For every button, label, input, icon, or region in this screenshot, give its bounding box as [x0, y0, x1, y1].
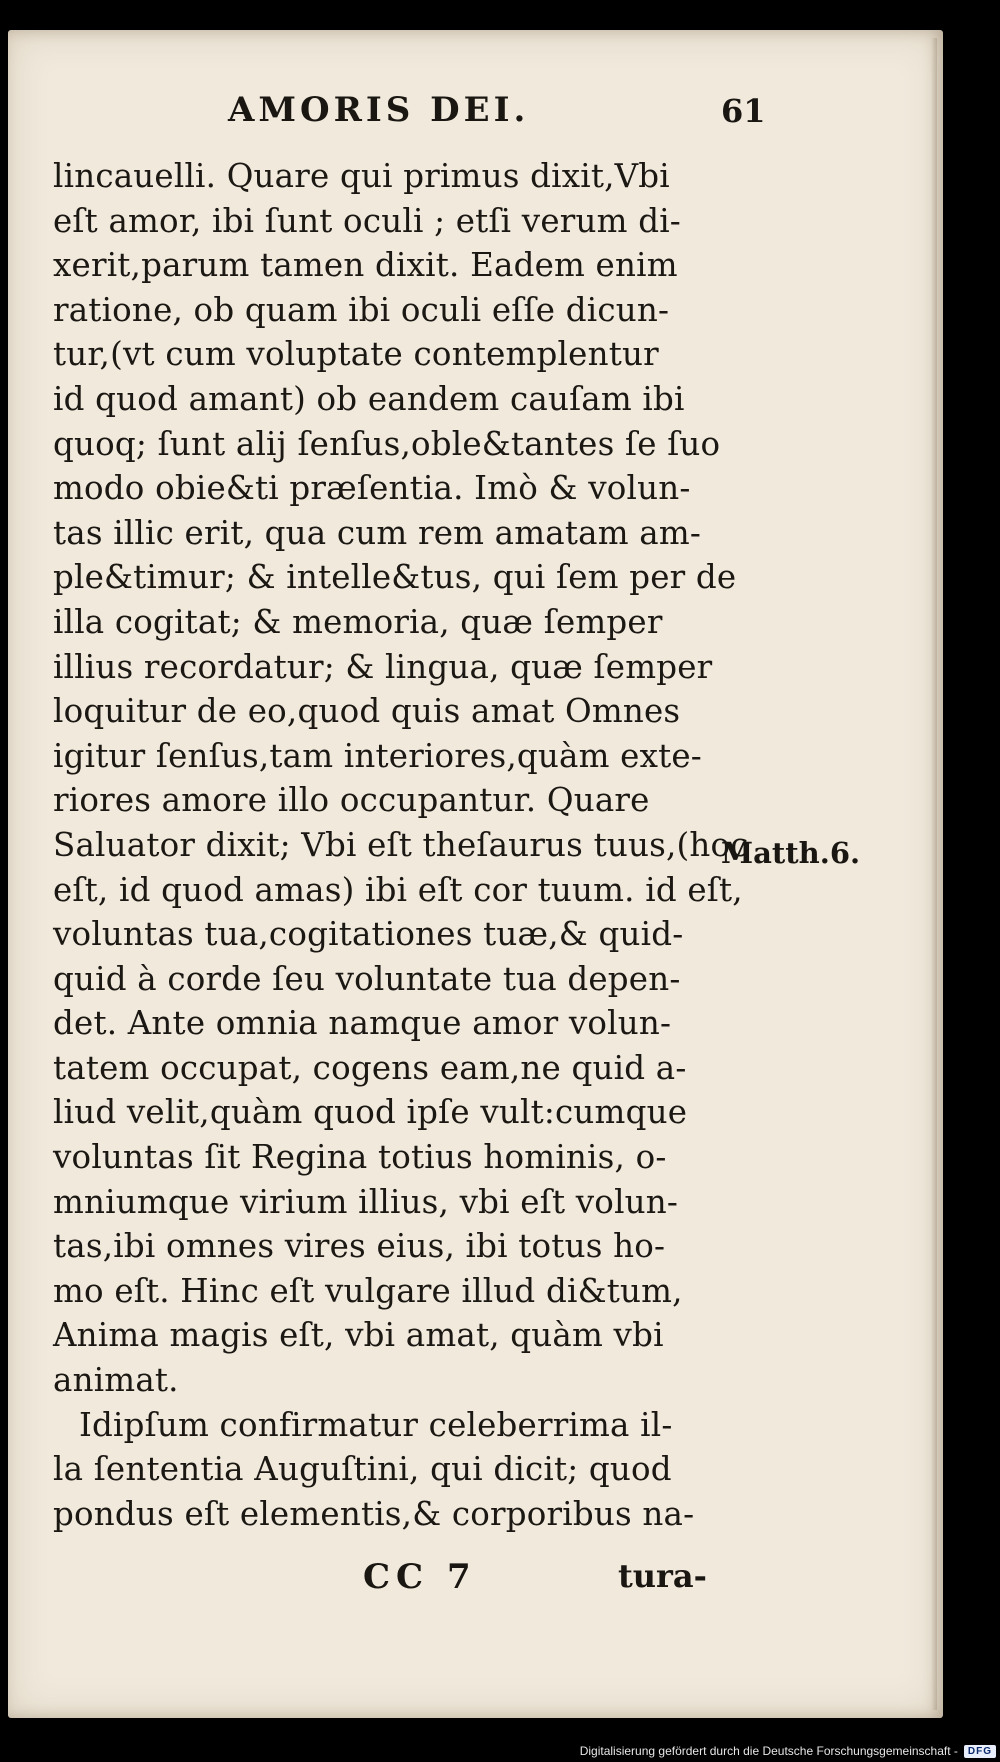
page-edge-shadow	[931, 38, 937, 1710]
page-footer	[8, 1557, 943, 1605]
catchword: tura-	[618, 1557, 707, 1595]
text-line: tas,ibi omnes vires eius, ibi totus ho-	[53, 1227, 666, 1266]
text-line: pondus eſt elementis,& corporibus na-	[53, 1494, 695, 1533]
text-line: illa cogitat; & memoria, quæ ſemper	[53, 602, 663, 641]
text-line: ple&timur; & intelle&tus, qui ſem per de	[53, 558, 737, 597]
marginal-reference: Matth.6.	[721, 836, 861, 870]
text-line: voluntas tua,cogitationes tuæ,& quid-	[53, 915, 684, 954]
digitization-credit	[580, 1740, 1000, 1762]
text-line: xerit,parum tamen dixit. Eadem enim	[53, 246, 678, 285]
text-line: eſt, id quod amas) ibi eſt cor tuum. id eſt,	[53, 870, 743, 909]
text-line: animat.	[53, 1361, 179, 1400]
body-text	[53, 154, 749, 1536]
text-line: riores amore illo occupantur. Quare	[53, 781, 650, 820]
text-line: tatem occupat, cogens eam,ne quid a-	[53, 1048, 687, 1087]
text-line: Anima magis eſt, vbi amat, quàm vbi	[53, 1316, 664, 1355]
text-line: eſt amor, ibi ſunt oculi ; etſi verum di-	[53, 201, 681, 240]
credit-text: Digitalisierung gefördert durch die Deutsche Forschungsgemeinschaft -	[579, 1744, 958, 1758]
text-line: mo eſt. Hinc eſt vulgare illud di&tum,	[53, 1271, 683, 1310]
book-page	[8, 30, 943, 1718]
text-line: tur,(vt cum voluptate contemplentur	[53, 335, 659, 374]
text-line: id quod amant) ob eandem cauſam ibi	[53, 379, 685, 418]
text-line: mniumque virium illius, vbi eſt volun-	[53, 1182, 679, 1221]
text-line: illius recordatur; & lingua, quæ ſemper	[53, 647, 713, 686]
text-line: Saluator dixit; Vbi eſt theſaurus tuus,(hoc	[53, 825, 749, 864]
text-line: voluntas ſit Regina totius hominis, o-	[53, 1138, 667, 1177]
signature-mark: CC 7	[363, 1557, 477, 1597]
text-line: quid à corde ſeu voluntate tua depen-	[53, 959, 681, 998]
text-line: liud velit,quàm quod ipſe vult:cumque	[53, 1093, 688, 1132]
text-line: ratione, ob quam ibi oculi eſſe dicun-	[53, 290, 670, 329]
dfg-logo: DFG	[964, 1745, 996, 1758]
page-number: 61	[721, 92, 766, 130]
text-line: Idipſum confirmatur celeberrima il-	[79, 1405, 673, 1444]
text-line: modo obie&ti præſentia. Imò & volun-	[53, 469, 691, 508]
text-line: la ſententia Auguſtini, qui dicit; quod	[53, 1450, 672, 1489]
running-head: AMORIS DEI.	[228, 90, 530, 130]
text-line: loquitur de eo,quod quis amat Omnes	[53, 692, 681, 731]
text-line: igitur ſenſus,tam interiores,quàm exte-	[53, 736, 702, 775]
text-line: tas illic erit, qua cum rem amatam am-	[53, 513, 702, 552]
text-line: det. Ante omnia namque amor volun-	[53, 1004, 672, 1043]
page-header	[8, 88, 943, 144]
text-line: lincauelli. Quare qui primus dixit,Vbi	[53, 157, 670, 195]
text-line: quoq; ſunt alij ſenſus,oble&tantes ſe ſuo	[53, 424, 721, 463]
